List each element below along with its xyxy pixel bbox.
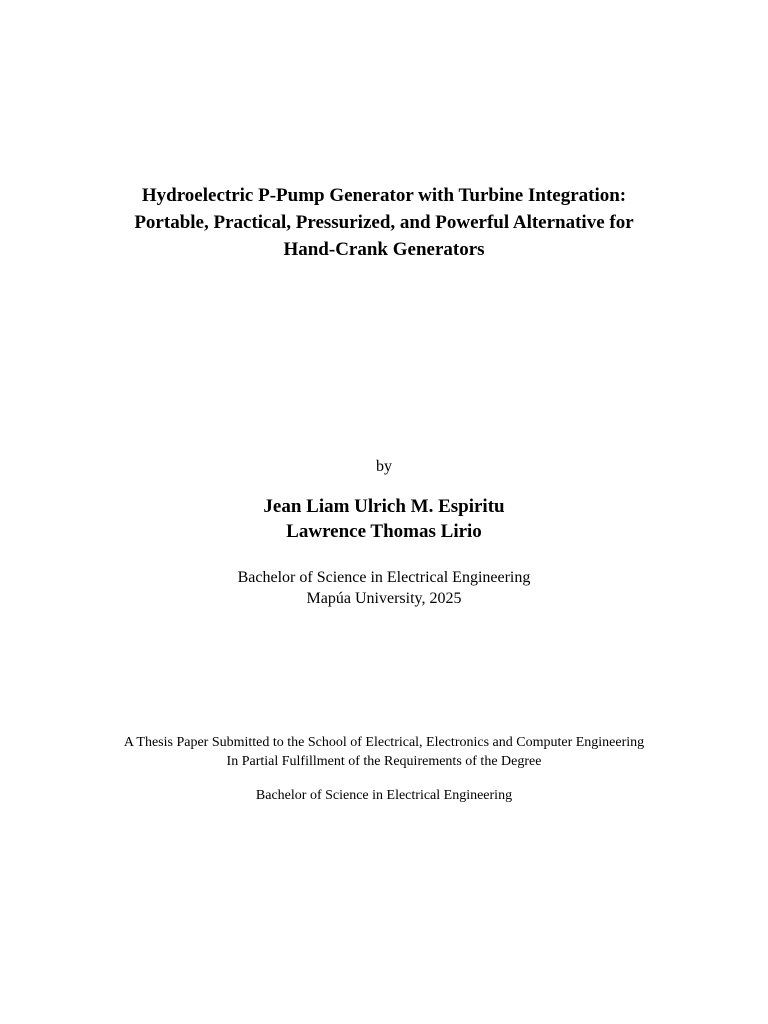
thesis-title	[0, 182, 768, 263]
program-name: Bachelor of Science in Electrical Engineering	[237, 569, 531, 586]
submission-line-1: A Thesis Paper Submitted to the School of Electrical, Electronics and Computer Engineering	[123, 735, 645, 750]
degree-name: Bachelor of Science in Electrical Engineering	[255, 788, 513, 803]
title-line-2: Portable, Practical, Pressurized, and Powerful Alternative for	[134, 212, 634, 233]
by-label: by	[376, 458, 392, 475]
author-1: Jean Liam Ulrich M. Espiritu	[263, 496, 505, 517]
university-year: Mapúa University, 2025	[306, 590, 462, 607]
title-line-1: Hydroelectric P-Pump Generator with Turbine Integration:	[141, 185, 627, 206]
author-2: Lawrence Thomas Lirio	[286, 521, 482, 542]
title-line-3: Hand-Crank Generators	[283, 239, 485, 260]
program-info	[0, 567, 768, 609]
author-list	[0, 494, 768, 544]
submission-line-2: In Partial Fulfillment of the Requirements of the Degree	[226, 754, 542, 769]
submission-statement	[0, 733, 768, 771]
